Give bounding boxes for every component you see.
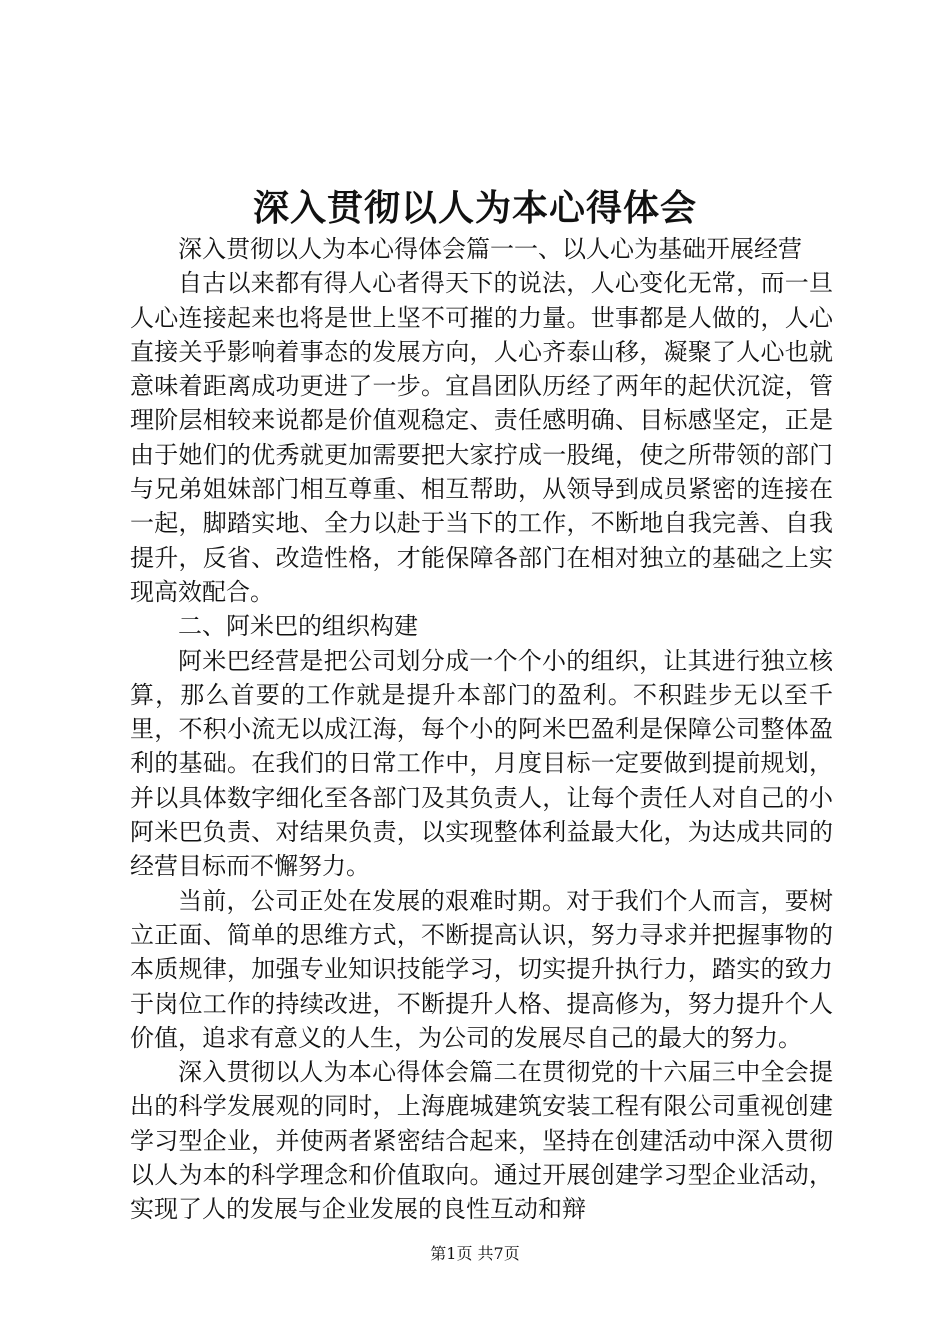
page-footer: 第1页 共7页 (430, 1244, 520, 1263)
paragraph: 自古以来都有得人心者得天下的说法，人心变化无常，而一旦人心连接起来也将是世上坚不可摧的力量。世事都是人做的，人心直接关乎影响着事态的发展方向，人心齐泰山移，凝聚了人心也就意味着距离成功更进了一步。宜昌团队历经了两年的起伏沉淀，管理阶层相较来说都是价值观稳定、责任感明确、目标感坚定，正是由于她们的优秀就更加需要把大家拧成一股绳，使之所带领的部门与兄弟姐妹部门相互尊重、相互帮助，从领导到成员紧密的连接在一起，脚踏实地、全力以赴于当下的工作，不断地自我完善、自我提升，反省、改造性格，才能保障各部门在相对独立的基础之上实现高效配合。 (130, 269, 833, 606)
paragraph: 深入贯彻以人为本心得体会篇一一、以人心为基础开展经营 (178, 235, 802, 263)
paragraph: 当前，公司正处在发展的艰难时期。对于我们个人而言，要树立正面、简单的思维方式，不断提高认识，努力寻求并把握事物的本质规律，加强专业知识技能学习，切实提升执行力，踏实的致力于岗位工作的持续改进，不断提升人格、提高修为，努力提升个人价值，追求有意义的人生，为公司的发展尽自己的最大的努力。 (130, 886, 833, 1052)
document-body (130, 232, 833, 1227)
document-title: 深入贯彻以人为本心得体会 (252, 187, 697, 229)
section-heading: 二、阿米巴的组织构建 (178, 612, 418, 641)
paragraph: 阿米巴经营是把公司划分成一个个小的组织，让其进行独立核算，那么首要的工作就是提升本部门的盈利。不积跬步无以至千里，不积小流无以成江海，每个小的阿米巴盈利是保障公司整体盈利的基础。在我们的日常工作中，月度目标一定要做到提前规划，并以具体数字细化至各部门及其负责人，让每个责任人对自己的小阿米巴负责、对结果负责，以实现整体利益最大化，为达成共同的经营目标而不懈努力。 (130, 646, 833, 881)
paragraph: 深入贯彻以人为本心得体会篇二在贯彻党的十六届三中全会提出的科学发展观的同时，上海鹿城建筑安装工程有限公司重视创建学习型企业，并使两者紧密结合起来，坚持在创建活动中深入贯彻以人为本的科学理念和价值取向。通过开展创建学习型企业活动，实现了人的发展与企业发展的良性互动和辩 (130, 1058, 833, 1224)
